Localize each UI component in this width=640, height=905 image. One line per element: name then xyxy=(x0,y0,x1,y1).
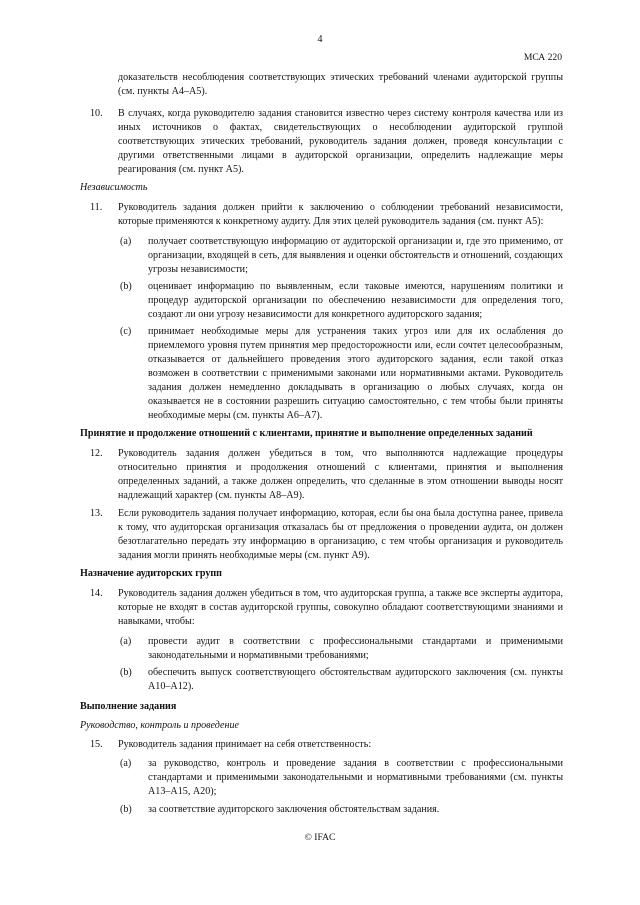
list-item xyxy=(118,235,563,277)
paragraph-text: Руководитель задания должен убедиться в том, что аудиторская группа, а также все эксперты аудитора, которые не входят в состав аудиторской группы, совокупно обладают соответствующими знаниями и навыками, чтобы: xyxy=(118,588,563,627)
list-item xyxy=(118,325,563,423)
page-number: 4 xyxy=(317,34,323,45)
paragraph-body xyxy=(118,201,563,423)
list-item-label: (b) xyxy=(120,804,132,815)
page-body xyxy=(80,71,563,817)
subheading-independence: Независимость xyxy=(80,182,148,193)
list-item-text: за руководство, контроль и проведение задания в соответствии с профессиональными стандартами и применимыми законодательными и нормативными требованиями (см. пункты А13–А15, А20); xyxy=(148,758,563,797)
paragraph-text: Руководитель задания должен убедиться в том, что выполняются надлежащие процедуры относительно принятия и продолжения отношений с клиентами, принятия и выполнения определенных заданий, а также должен определить, что сделанные в этом отношении выводы носят надлежащий характер (см. пункты А8–А9). xyxy=(118,448,563,501)
paragraph-body xyxy=(118,738,563,817)
paragraph-14 xyxy=(80,587,563,694)
list-item xyxy=(118,666,563,694)
paragraph-body xyxy=(118,447,563,503)
list-item-text: провести аудит в соответствии с профессиональными стандартами и применимыми законодательными и нормативными требованиями; xyxy=(148,636,563,661)
paragraph-13 xyxy=(80,507,563,563)
heading-team-assignment: Назначение аудиторских групп xyxy=(80,568,222,579)
list-item-label: (a) xyxy=(120,236,132,247)
list-item-text: обеспечить выпуск соответствующего обстоятельствам аудиторского заключения (см. пункты А10–А12). xyxy=(148,667,563,692)
footer-copyright: © IFAC xyxy=(304,832,336,843)
heading-engagement-performance: Выполнение задания xyxy=(80,701,177,712)
paragraph-11 xyxy=(80,201,563,423)
paragraph-number: 13. xyxy=(90,508,103,519)
list-item xyxy=(118,280,563,322)
list-item-label: (b) xyxy=(120,667,132,678)
paragraph-body xyxy=(118,507,563,563)
paragraph-continuation: доказательств несоблюдения соответствующих этических требований членами аудиторской группы (см. пункты А4–А5). xyxy=(118,72,563,97)
list-item-text: принимает необходимые меры для устранения таких угроз или для их ослабления до приемлемого уровня путем принятия мер предосторожности или, если сочтет целесообразным, отказывается от дальнейшего проведения этого аудиторского задания, если такой отказ возможен в соответствии с применимыми законами или нормативными актами. Руководитель задания должен немедленно докладывать в организацию о любых случаях, когда он оказывается не в состоянии разрешить ситуацию самостоятельно, с тем чтобы были приняты необходимые меры (см. пункты А6–А7). xyxy=(148,326,563,421)
heading-client-acceptance: Принятие и продолжение отношений с клиентами, принятие и выполнение определенных заданий xyxy=(80,428,533,439)
list-item xyxy=(118,803,563,817)
paragraph-number: 14. xyxy=(90,588,103,599)
paragraph-body xyxy=(118,587,563,694)
standard-code: МСА 220 xyxy=(523,52,562,63)
paragraph-10 xyxy=(80,107,563,177)
list-item-label: (b) xyxy=(120,281,132,292)
list-item-label: (c) xyxy=(120,326,132,337)
paragraph-15 xyxy=(80,738,563,817)
list-item-text: за соответствие аудиторского заключения обстоятельствам задания. xyxy=(148,804,440,815)
paragraph-number: 12. xyxy=(90,448,103,459)
subheading-direction-supervision: Руководство, контроль и проведение xyxy=(80,720,240,731)
paragraph-text: Если руководитель задания получает информацию, которая, если бы она была доступна ранее, привела к тому, что аудиторская организация отказалась бы от предложения о проведении аудита, он должен безотлагательно передать эту информацию в организацию, с тем чтобы организация и руководитель задания могли принять необходимые меры (см. пункт А9). xyxy=(118,508,563,561)
list-item-label: (a) xyxy=(120,758,132,769)
paragraph-number: 11. xyxy=(90,202,103,213)
paragraph-body xyxy=(118,107,563,177)
paragraph-text: Руководитель задания должен прийти к заключению о соблюдении требований независимости, которые применяются к конкретному аудиту. Для этих целей руководитель задания (см. пункт А5): xyxy=(118,202,563,227)
paragraph-text: В случаях, когда руководителю задания становится известно через систему контроля качества или из иных источников о фактах, свидетельствующих о несоблюдении аудиторской группой соответствующих этических требований, руководитель задания должен, проведя консультации с другими ответственными лицами в аудиторской организации, определить надлежащие меры реагирования (см. пункт А5). xyxy=(118,108,563,175)
list-item-text: получает соответствующую информацию от аудиторской организации и, где это применимо, от организации, входящей в сеть, для выявления и оценки обстоятельств и отношений, создающих угрозы независимости; xyxy=(148,236,563,275)
paragraph-text: Руководитель задания принимает на себя ответственность: xyxy=(118,739,372,750)
list-item xyxy=(118,757,563,799)
paragraph-number: 10. xyxy=(90,108,103,119)
paragraph-number: 15. xyxy=(90,739,103,750)
list-item-label: (a) xyxy=(120,636,132,647)
list-item xyxy=(118,635,563,663)
list-item-text: оценивает информацию по выявленным, если таковые имеются, нарушениям политики и процедур аудиторской организации по обеспечению независимости для определения того, создают ли они угрозу независимости для конкретного аудиторского задания; xyxy=(148,281,563,320)
paragraph-12 xyxy=(80,447,563,503)
